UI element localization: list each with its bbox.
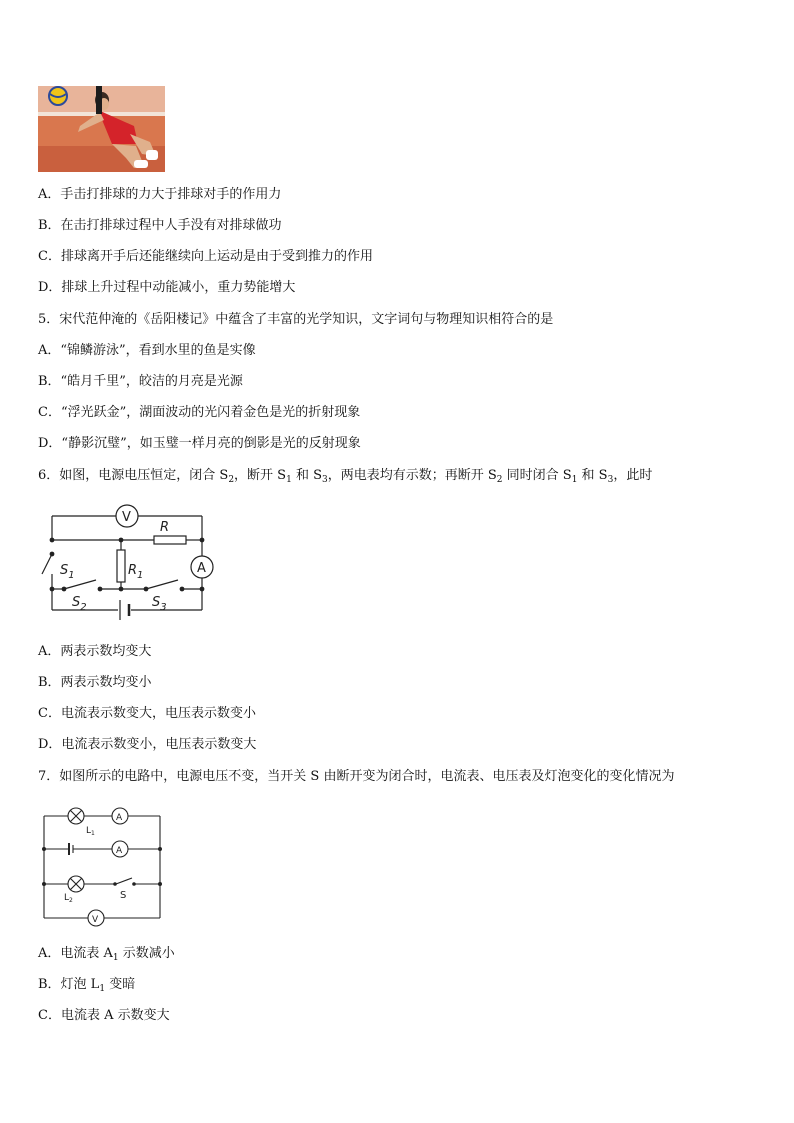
resistor-r1-label: $R_1$	[128, 563, 144, 581]
q7-option-a: A．电流表 $A_1$ 示数减小	[38, 946, 175, 963]
q4-option-b: B．在击打排球过程中人手没有对排球做功	[38, 218, 282, 233]
q7-option-b: B．灯泡 $L_1$ 变暗	[38, 977, 136, 994]
switch-s3-label: $S_3$	[152, 595, 167, 613]
switch-s2-label: $S_2$	[72, 595, 87, 613]
q7-option-c: C．电流表 A 示数变大	[38, 1008, 170, 1023]
lamp-l1-label: $L_1$	[86, 826, 95, 837]
q5-option-a: A．“锦鳞游泳”，看到水里的鱼是实像	[38, 343, 256, 358]
q6-option-c: C．电流表示数变大，电压表示数变小	[38, 706, 256, 721]
q7-stem: 7．如图所示的电路中，电源电压不变，当开关 S 由断开变为闭合时，电流表、电压表及灯泡变化的变化情况为	[38, 769, 675, 784]
switch-s-label: S	[120, 890, 127, 901]
lamp-l2-label: $L_2$	[64, 893, 73, 904]
resistor-r-label: R	[160, 520, 170, 535]
q6-option-d: D．电流表示数变小，电压表示数变大	[38, 737, 257, 752]
q7-circuit-diagram	[38, 800, 168, 930]
q5-option-d: D．“静影沉璧”，如玉璧一样月亮的倒影是光的反射现象	[38, 436, 361, 451]
q6-circuit-diagram	[36, 500, 226, 630]
q5-option-b: B．“皓月千里”，皎洁的月亮是光源	[38, 374, 243, 389]
voltmeter-label: V	[92, 915, 99, 925]
q5-stem: 5．宋代范仲淹的《岳阳楼记》中蕴含了丰富的光学知识，文字词句与物理知识相符合的是	[38, 312, 554, 327]
q5-option-c: C．“浮光跃金”，湖面波动的光闪着金色是光的折射现象	[38, 405, 361, 420]
ammeter-a-label: A	[116, 846, 123, 856]
switch-s1-label: $S_1$	[60, 563, 75, 581]
q6-option-a: A．两表示数均变大	[38, 644, 152, 659]
voltmeter-label: V	[122, 510, 131, 525]
q4-option-d: D．排球上升过程中动能减小，重力势能增大	[38, 280, 296, 295]
ammeter-label: A	[197, 561, 206, 576]
q4-option-c: C．排球离开手后还能继续向上运动是由于受到推力的作用	[38, 249, 373, 264]
ammeter-a1-label: A	[116, 813, 123, 823]
q6-option-b: B．两表示数均变小	[38, 675, 152, 690]
q4-option-a: A．手击打排球的力大于排球对手的作用力	[38, 187, 282, 202]
volleyball-photo	[38, 86, 165, 172]
q6-stem: 6．如图，电源电压恒定，闭合 $S_2$，断开 $S_1$ 和 $S_3$，两电表均有示数；再断开 $S_2$ 同时闭合 $S_1$ 和 $S_3$，此时	[38, 468, 653, 485]
